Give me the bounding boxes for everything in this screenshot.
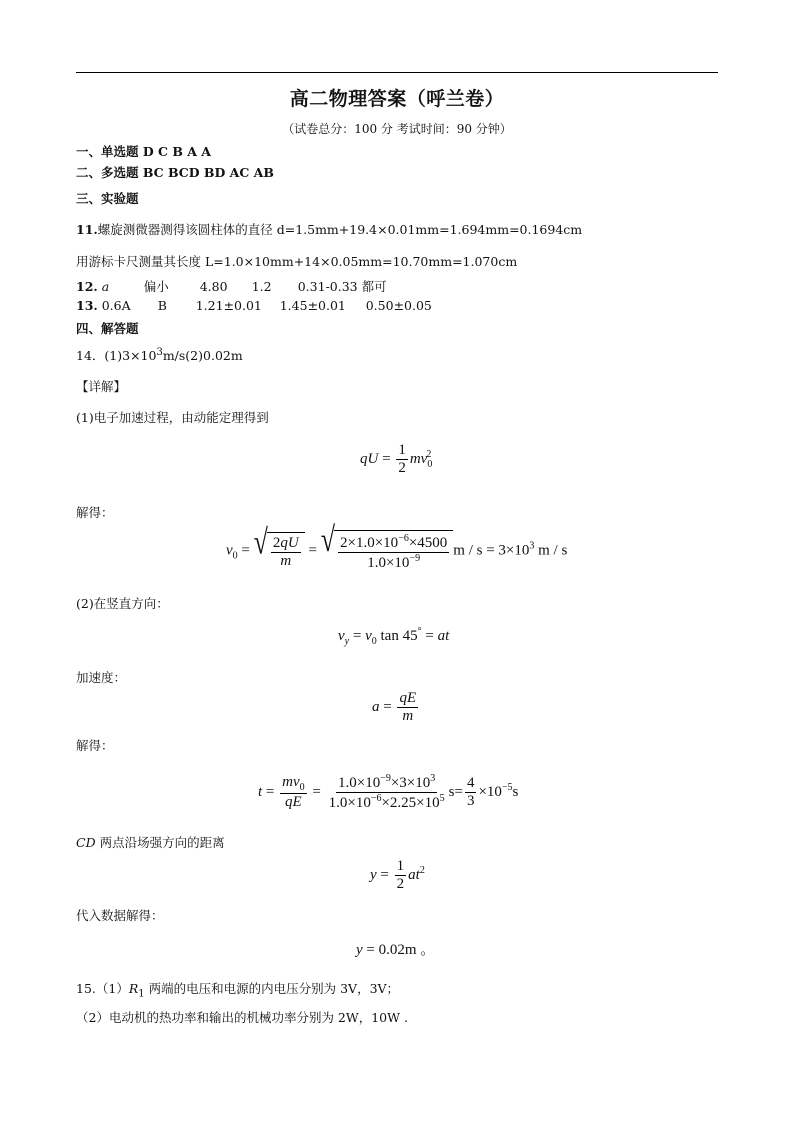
- q15-line1-text: 两端的电压和电源的内电压分别为 3V，3V；: [144, 981, 400, 996]
- q12-answer-d: 1.2: [251, 279, 272, 294]
- page-subtitle: （试卷总分：100 分 考试时间：90 分钟）: [282, 122, 512, 136]
- section-single-choice: 一、单选题 D C B A A: [76, 144, 212, 159]
- q11-line2: 用游标卡尺测量其长度 L=1.0×10mm+14×0.05mm=10.70mm=1.070cm: [76, 254, 518, 269]
- q13-line: [76, 298, 432, 313]
- top-rule: [76, 72, 718, 73]
- q11-text1: 螺旋测微器测得该圆柱体的直径 d=1.5mm+19.4×0.01mm=1.694mm=0.1694cm: [97, 222, 583, 237]
- cd-description: 两点沿场强方向的距离: [95, 835, 225, 850]
- q15-r-symbol: R: [128, 981, 139, 996]
- equation-displacement: y = $\frac{1}{2}$ $at^2$: [370, 858, 425, 893]
- cd-label: CD: [76, 835, 96, 850]
- q12-answer-c: 4.80: [199, 279, 228, 294]
- equation-vy: $v_y = v_0$ tan 45° = at: [338, 626, 450, 647]
- q14-answer-text: 14．(1)3×10: [76, 348, 157, 363]
- q15-line2: （2）电动机的热功率和输出的机械功率分别为 2W，10W .: [76, 1010, 408, 1025]
- page-title: 高二物理答案（呼兰卷）: [289, 88, 505, 110]
- q13-answer-a: 0.6A: [101, 298, 131, 313]
- q14-part2-text: (2)在竖直方向：: [76, 596, 169, 611]
- q14-cd-text: [76, 833, 225, 851]
- q14-solve2-label: 解得：: [76, 738, 114, 753]
- equation-result-y: y = 0.02m 。: [356, 942, 436, 958]
- q14-part1-text: (1)电子加速过程，由动能定理得到: [76, 410, 269, 425]
- q14-detail-label: 【详解】: [76, 379, 127, 394]
- q14-accel-label: 加速度：: [76, 670, 127, 685]
- q13-answer-d: 1.45±0.01: [279, 298, 346, 313]
- equation-kinetic-energy: qU = $\frac{1}{2}$ $mv_0^2$: [360, 442, 433, 477]
- equation-v0: $v_0$ = √ $\frac{2qU}{m}$ = √ $\frac{2\times 1.0\times 10^{-6}\times 4500}{1.0\times 10^{-9}}$ $m / s = 3\times 10^3$ m / s: [226, 519, 568, 572]
- equation-time: t = $\frac{mv_0}{qE}$ = $\frac{1.0\times 10^{-9}\times 3\times 10^3}{1.0\times 10^{-6}\times 2.25\times 10^5}$ s= $\frac{4}{3}$ $\times 10^{-5}s$: [258, 773, 519, 812]
- q13-answer-b: B: [157, 298, 167, 313]
- q13-answer-c: 1.21±0.01: [195, 298, 262, 313]
- q14-substitute-label: 代入数据解得：: [76, 908, 164, 923]
- q15-line1: [76, 979, 399, 1000]
- section-experiment: 三、实验题: [76, 191, 139, 206]
- q14-solve1-label: 解得：: [76, 505, 114, 520]
- q14-answer-exp: 3: [156, 346, 163, 358]
- q12-line: [76, 277, 387, 295]
- section-multi-choice: 二、多选题 BC BCD BD AC AB: [76, 165, 274, 180]
- q13-answer-e: 0.50±0.05: [365, 298, 432, 313]
- q13-number: 13.: [76, 298, 98, 313]
- q11-number: 11.: [76, 222, 98, 237]
- q15-number: 15.（1）: [76, 981, 129, 996]
- section-solutions: 四、解答题: [76, 321, 139, 336]
- q12-answer-b: 偏小: [143, 279, 169, 294]
- q14-answer-tail: m/s(2)0.02m: [162, 348, 243, 363]
- q12-number: 12.: [76, 279, 98, 294]
- q15-r-sub: 1: [138, 988, 145, 1000]
- q14-answer: [76, 346, 243, 364]
- equation-acceleration: a = $\frac{qE}{m}$: [372, 690, 417, 725]
- q12-answer-e: 0.31-0.33 都可: [297, 279, 387, 294]
- q12-answer-a: a: [101, 279, 110, 294]
- q11-line1: [76, 220, 582, 238]
